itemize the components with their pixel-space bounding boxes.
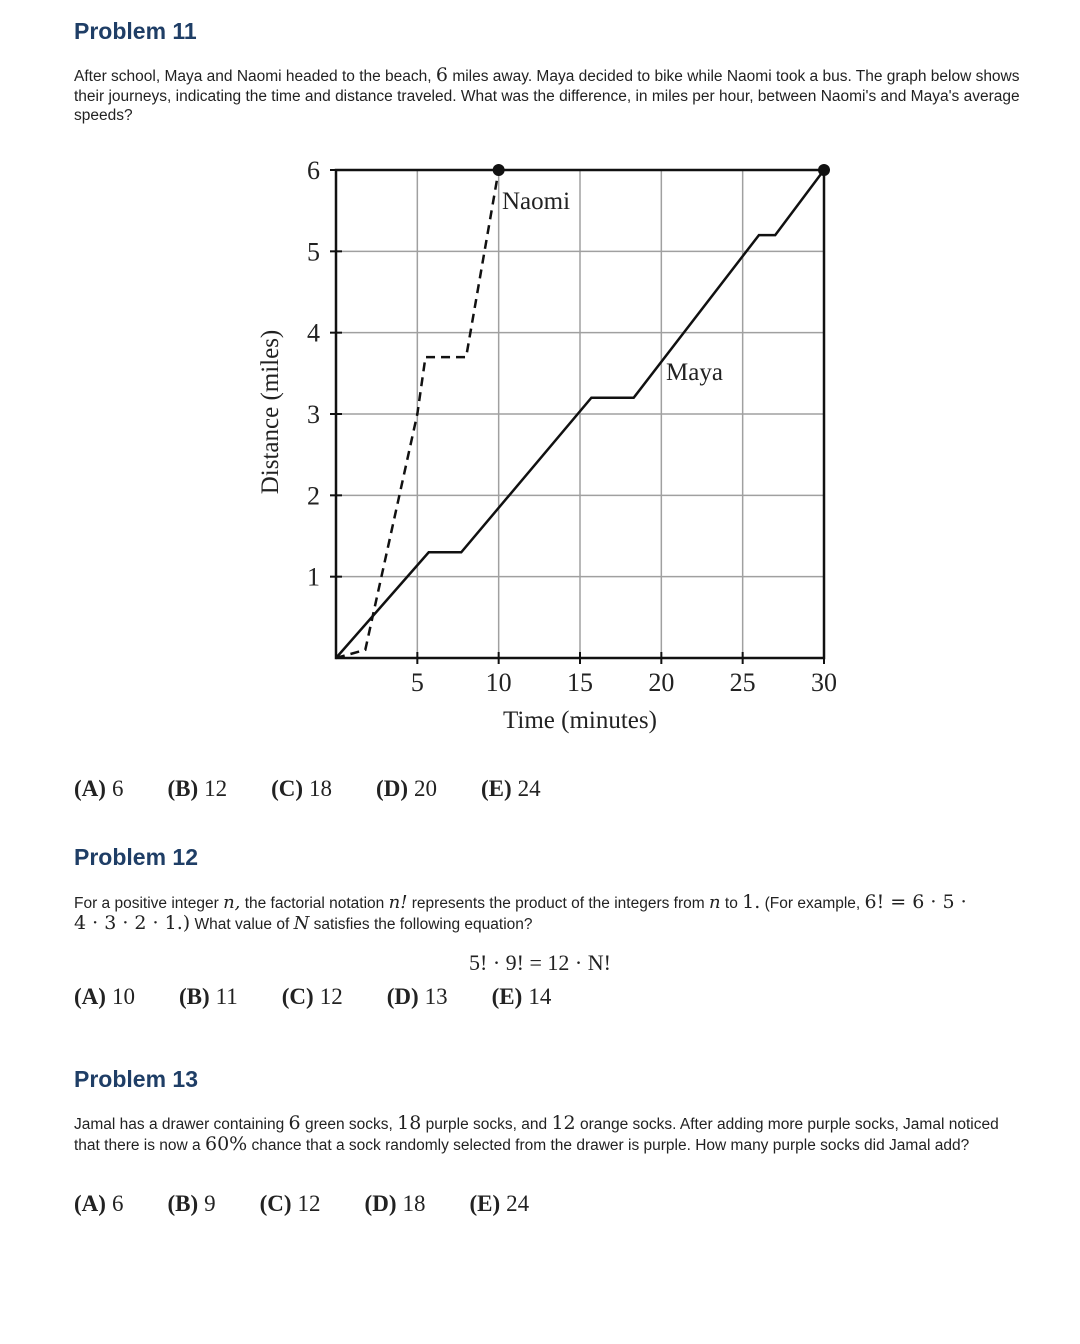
choice-label: (E) [469,1191,501,1216]
choice-value: 12 [204,776,228,801]
answer-choice-d[interactable] [365,1191,426,1217]
choice-label: (E) [480,776,512,801]
choice-label: (C) [259,1191,292,1216]
series-label-naomi: Naomi [502,188,571,215]
choice-value: 13 [424,984,448,1009]
y-axis-label: Distance (miles) [257,329,284,495]
choice-value: 24 [517,776,541,801]
x-tick-label: 10 [485,668,512,697]
x-tick-label: 5 [410,668,424,697]
choice-value: 6 [111,776,124,801]
choice-value: 18 [402,1191,426,1216]
choice-value: 18 [309,776,333,801]
answer-choice-b[interactable] [167,1191,215,1217]
answer-choice-a[interactable] [74,1191,123,1217]
y-tick-label: 5 [307,237,320,267]
series-label-maya: Maya [666,359,723,386]
answer-choice-e[interactable] [481,776,541,802]
answer-choice-a[interactable] [74,984,135,1010]
problem-12-equation: 5! · 9! = 12 · N! [469,950,611,975]
answer-choice-c[interactable] [260,1191,321,1217]
y-tick-label: 3 [307,400,320,429]
choice-label: (D) [386,984,419,1009]
answer-choice-d[interactable] [387,984,448,1010]
choice-value: 6 [111,1191,124,1216]
x-tick-label: 30 [811,668,837,697]
x-tick-label: 20 [648,668,675,697]
choice-value: 12 [319,984,343,1009]
problem-11-text: After school, Maya and Naomi headed to the beach, 6 miles away. Maya decided to bike while Naomi took a bus. The graph below shows their journeys, indicating the time and distance traveled. What was the difference, in miles per hour, between Naomi's and Maya's average speeds? [74,64,1020,124]
choice-label: (A) [74,984,106,1009]
problem-12-title: Problem 12 [74,844,198,870]
choice-value: 11 [215,984,238,1009]
answer-choice-c[interactable] [271,776,332,802]
answer-choice-b[interactable] [179,984,238,1010]
choice-label: (B) [167,776,199,801]
choice-label: (E) [491,984,523,1009]
y-tick-label: 6 [307,156,320,185]
endpoint-naomi [493,164,505,176]
answer-choice-e[interactable] [492,984,552,1010]
choice-value: 24 [506,1191,530,1216]
choice-value: 9 [204,1191,216,1216]
chart-grid [336,170,824,658]
answer-choice-d[interactable] [376,776,437,802]
choice-label: (C) [281,984,314,1009]
choice-value: 12 [297,1191,321,1216]
choice-value: 20 [413,776,437,801]
y-tick-label: 1 [307,562,320,592]
y-tick-label: 4 [307,318,320,348]
problem-13-title: Problem 13 [74,1066,198,1092]
problem-12-text: For a positive integer n, the factorial notation n! represents the product of the integers from n to 1. (For example, 6! = 6 · 5 · 4 · 3 · 2 · 1.) What value of N satisfies the following equation? [74,891,967,934]
problem-12-choices [74,984,595,1010]
choice-label: (D) [364,1191,397,1216]
choice-label: (A) [74,776,106,801]
problem-13-choices [74,1191,573,1217]
answer-choice-a[interactable] [74,776,123,802]
chart-series [336,164,830,658]
choice-label: (B) [178,984,210,1009]
y-tick-label: 2 [307,481,320,511]
problem-13-text: Jamal has a drawer containing 6 green socks, 18 purple socks, and 12 orange socks. After adding more purple socks, Jamal noticed that there is now a 60% chance that a sock randomly selected from the drawer is purple. How many purple socks did Jamal add? [74,1112,999,1155]
endpoint-maya [818,164,830,176]
problem-11-title: Problem 11 [74,18,197,44]
answer-choice-e[interactable] [469,1191,529,1217]
x-tick-label: 25 [729,668,756,697]
answer-choice-b[interactable] [167,776,227,802]
choice-value: 10 [111,984,135,1009]
choice-label: (A) [74,1191,106,1216]
choice-label: (B) [167,1191,199,1216]
problem-11-choices [74,776,585,802]
choice-value: 14 [528,984,552,1009]
answer-choice-c[interactable] [282,984,343,1010]
choice-label: (C) [271,776,304,801]
x-tick-label: 15 [567,668,593,697]
x-axis-label: Time (minutes) [503,707,657,734]
choice-label: (D) [376,776,408,801]
